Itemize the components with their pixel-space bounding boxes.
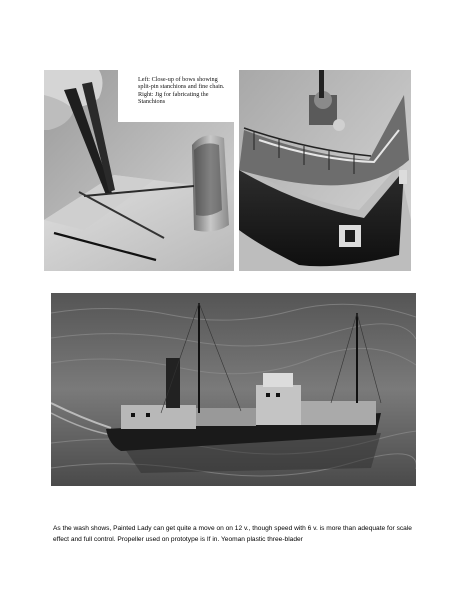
photo-bow-closeup <box>239 70 411 271</box>
caption-line-1: Left: Close-up of bows showing <box>138 76 218 83</box>
photo-ship-on-water <box>51 293 416 486</box>
bottom-photo-caption: As the wash shows, Painted Lady can get quite a move on on 12 v., though speed with 6 v. is more than adequate for scale effect and full control. Propeller used on prototype is If in. Yeoman plastic three-blader <box>53 525 412 543</box>
caption-line-4: Stanchions <box>138 98 166 106</box>
caption-line-3: Right: Jig for fabricating the <box>138 90 209 98</box>
top-photos-caption <box>118 70 234 122</box>
caption-line-2: split-pin stanchions and fine chain. <box>138 83 225 91</box>
